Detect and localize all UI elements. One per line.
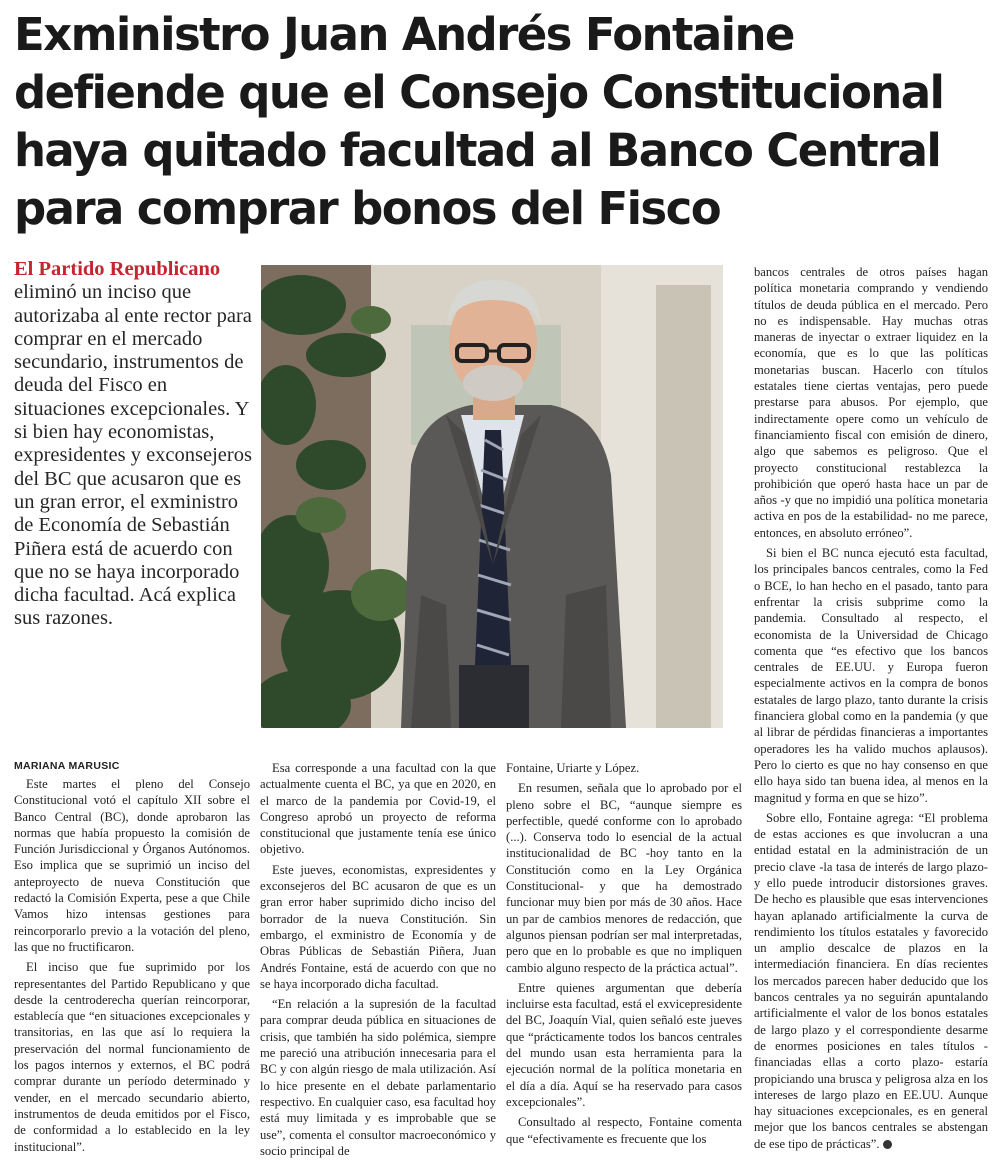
paragraph: Este jueves, economistas, expresidentes y exconsejeros del BC acusaron de que es un gran error haber suprimido dicho inciso del borrador de la nueva Constitución. Sin embargo, el exministro de Economía y de Obras Públicas de Sebastián Piñera, Juan Andrés Fontaine, está de acuerdo con que no se haya incorporado dicha facultad. [260, 862, 496, 991]
byline: MARIANA MARUSIC [14, 760, 120, 772]
paragraph: Si bien el BC nunca ejecutó esta facultad, los principales bancos centrales, como la Fed o BCE, lo han hecho en el pasado, tanto para enfrentar la crisis subprime como la pandemia. Consultado al respecto, el economista de la Universidad de Chicago comenta que “es efectivo que los bancos centrales de EE.UU. y Europa fueron especialmente activos en la compra de bonos estatales de largo plazo, tanto durante la crisis financiera global como en la pandemia (y que al librar de pérdidas financieras a importantes operadores les ha valido muchos aplausos). Pero lo cierto es que no hay consenso en que ello haya sido tan buena idea, al menos en la magnitud y forma en que se hizo”. [754, 546, 988, 805]
portrait-photo [261, 265, 723, 728]
portrait-illustration [261, 265, 723, 728]
lede [14, 258, 254, 631]
lede-text: eliminó un inciso que autorizaba al ente rector para comprar en el mercado secundario, instrumentos de deuda del Fisco en situaciones excepcionales. Y si bien hay economistas, expresidentes y exconsejeros del BC que acusaron que es un gran error, el exministro de Economía de Sebastián Piñera está de acuerdo con que no se haya incorporado dicha facultad. Acá explica sus razones. [14, 281, 252, 630]
paragraph: Entre quienes argumentan que debería incluirse esta facultad, está el exvicepresidente del BC, Joaquín Vial, quien señaló este jueves que “prácticamente todos los bancos centrales del mundo usan esta herramienta para la ejecución normal de la política monetaria en el día a día. Aquí se ha reservado para casos excepcionales”. [506, 980, 742, 1109]
article-column-2 [260, 760, 496, 1163]
paragraph: Esa corresponde a una facultad con la que actualmente cuenta el BC, ya que en 2020, en el marco de la pandemia por Covid-19, el Congreso aprobó un proyecto de reforma constitucional que justamente tenía ese único objetivo. [260, 761, 496, 857]
lede-kicker: El Partido Republicano [14, 258, 221, 280]
paragraph: bancos centrales de otros países hagan política monetaria comprando y vendiendo títulos de deuda pública en el mercado. Pero no es indispensable. Hay muchas otras maneras de inyectar o extraer liquidez en la economía, que es lo que las políticas monetarias buscan. Hacerlo con títulos estatales tiene ciertas ventajas, pero puede prestarse para abusos. Por ejemplo, que indirectamente opere como un vehículo de financiamiento fiscal con emisión de dinero, algo que sabemos es peligroso. Que el proyecto constitucional restablezca la prohibición que operó hasta hace un par de años -y que no impidió una política monetaria activa en pos de la estabilidad- no me parece, entonces, en absoluto erróneo”. [754, 265, 988, 540]
paragraph-text: Sobre ello, Fontaine agrega: “El problema de estas acciones es que involucran a una entidad estatal en la administración de un precio clave -la tasa de interés de largo plazo- y ello puede introducir distorsiones graves. De hecho es plausible que esas intervenciones hayan aplanado artificialmente la curva de rendimiento los títulos estatales y favorecido un amplio descalce de plazos en la intermediación financiera. En días recientes los mercados parecen haber deducido que los bancos centrales ya no seguirán apuntalando artificialmente el valor de los bonos estatales de largo plazo y el correspondiente desarme de enormes posiciones en tales títulos -financiadas ellas a corto plazo- estaría propiciando una brusca y peligrosa alza en los intereses de largo plazo en EE.UU. Aunque hay situaciones excepcionales, es en general mejor que los bancos centrales se abstengan de ese tipo de prácticas”. [754, 810, 988, 1151]
paragraph: Fontaine, Uriarte y López. [506, 761, 640, 775]
article-column-4 [754, 264, 988, 1156]
article-column-3 [506, 760, 742, 1151]
paragraph: “En relación a la supresión de la facultad para comprar deuda pública en situaciones de crisis, que también ha sido polémica, siempre me pareció una atribución innecesaria para el BC y con algún riesgo de mala utilización. Así lo hice presente en el debate parlamentario respectivo. En cualquier caso, esa facultad hoy está muy limitada y es improbable que se use”, comenta el consultor macroeconómico y socio principal de [260, 997, 496, 1158]
paragraph [754, 810, 988, 1152]
headline: Exministro Juan Andrés Fontaine defiende que el Consejo Constitucional haya quitado facultad al Banco Central para comprar bonos del Fisco [14, 8, 944, 235]
paragraph: Consultado al respecto, Fontaine comenta que “efectivamente es frecuente que los [506, 1115, 742, 1146]
paragraph: El inciso que fue suprimido por los representantes del Partido Republicano y que desde la centroderecha querían reincorporar, establecía que “en situaciones excepcionales y transitorias, en las que así lo requiera la preservación del normal funcionamiento de los pagos internos y externos, el BC podrá comprar durante un período determinado y vender, en el mercado secundario abierto, instrumentos de deuda emitidos por el Fisco, de conformidad a lo establecido en la ley institucional”. [14, 960, 250, 1154]
paragraph: Este martes el pleno del Consejo Constitucional votó el capítulo XII sobre el Banco Central (BC), donde aprobaron las normas que había propuesto la comisión de Función Jurisdiccional y Órganos Autónomos. Eso implica que se suprimió un inciso del anteproyecto de nueva Constitución que redactó la Comisión Experta, pese a que Chile Vamos hizo intensas gestiones para reincorporarlo previo a la votación del pleno, las que no fructificaron. [14, 777, 250, 954]
article-column-1 [14, 776, 250, 1159]
paragraph: En resumen, señala que lo aprobado por el pleno sobre el BC, “aunque siempre es perfectible, quedé conforme con lo aprobado (...). Conserva todo lo esencial de la actual institucionalidad de BC -hoy tanto en la Constitución como en la Ley Orgánica Constitucional- y que ha demostrado funcionar muy bien por más de 30 años. Hace un par de cambios menores de redacción, que algunos piensan podrían ser mal interpretadas, pero que en lo probable es que no impliquen cambio alguno respecto de la práctica actual”. [506, 781, 742, 975]
end-of-article-icon [883, 1140, 892, 1149]
